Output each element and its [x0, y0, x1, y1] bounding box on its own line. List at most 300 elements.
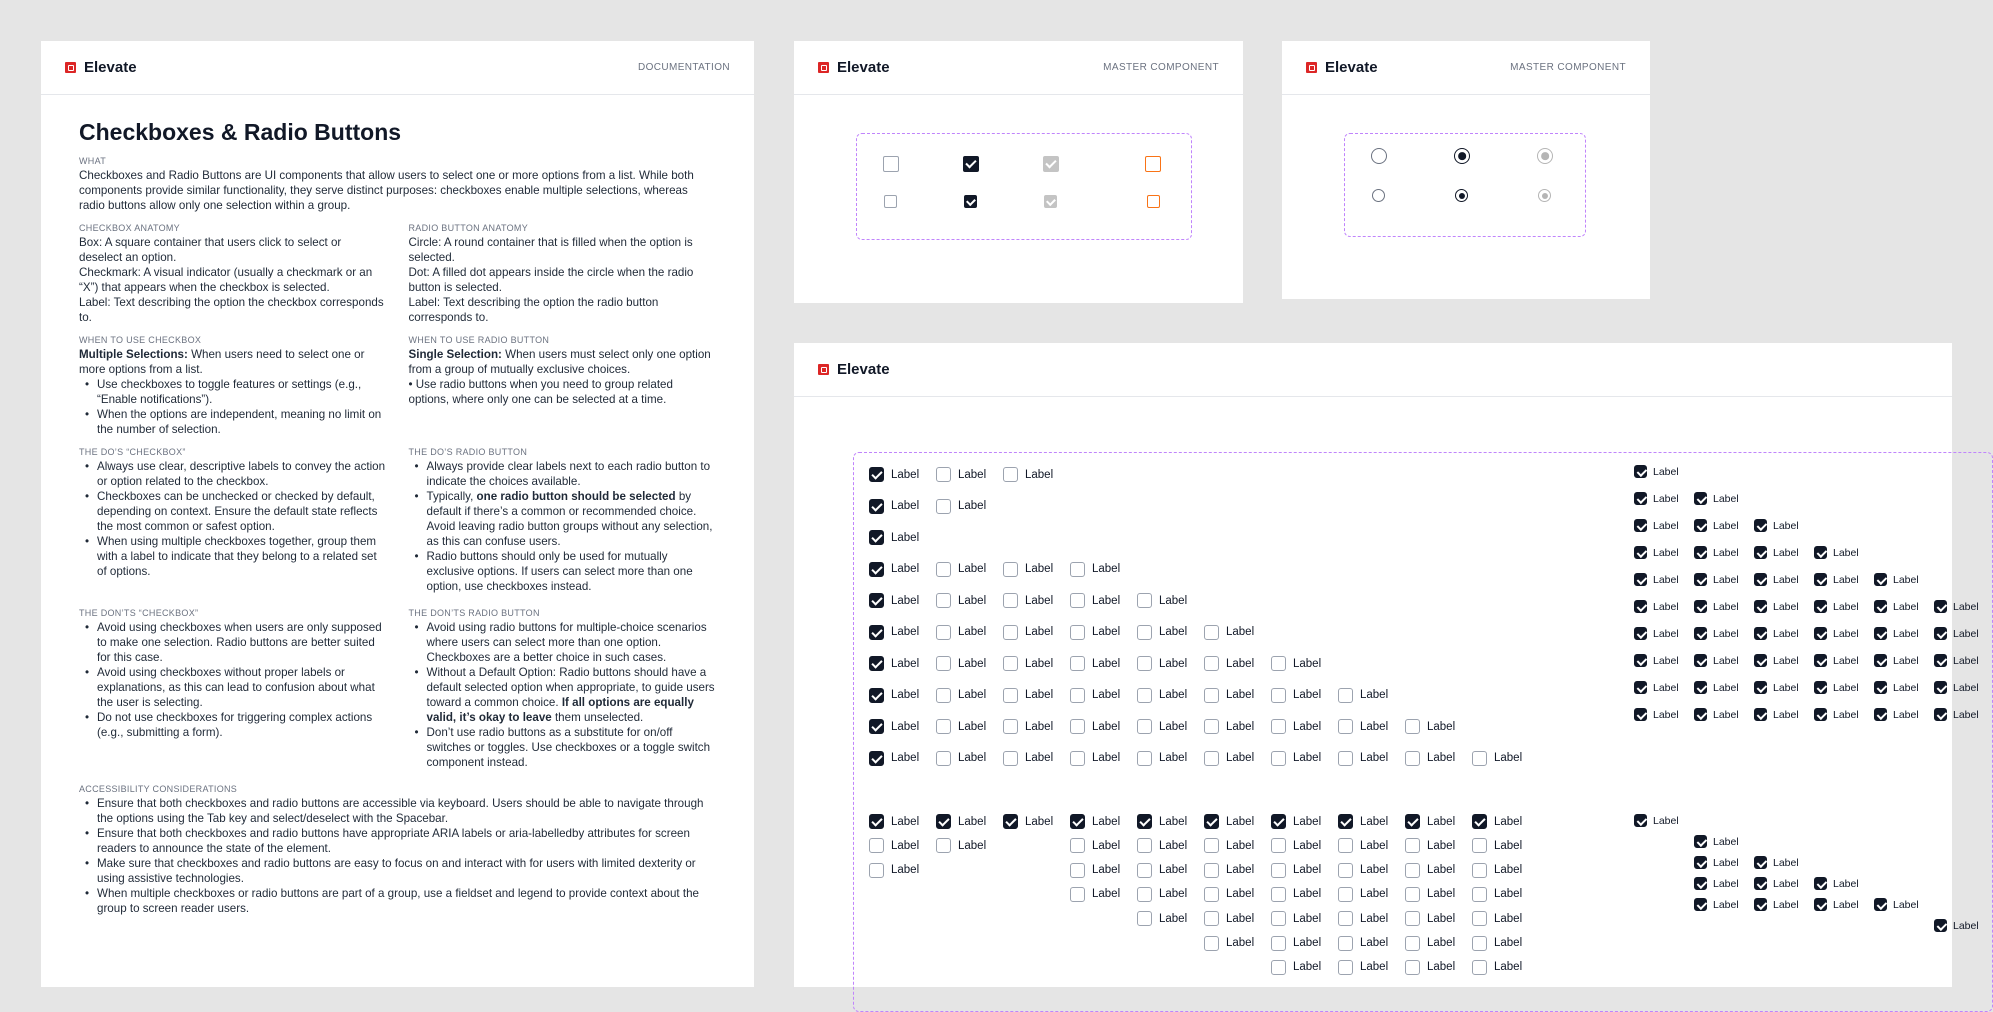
checkbox-item[interactable]: [1694, 573, 1739, 586]
checkbox-unchecked[interactable]: [1271, 838, 1286, 853]
checkbox-item[interactable]: [936, 719, 986, 734]
checkbox-unchecked[interactable]: [1271, 863, 1286, 878]
checkbox-unchecked[interactable]: [1070, 656, 1085, 671]
checkbox-item[interactable]: [1472, 838, 1522, 853]
checkbox-checked[interactable]: [869, 625, 884, 640]
checkbox-checked[interactable]: [1754, 600, 1767, 613]
checkbox-item[interactable]: [1934, 600, 1979, 613]
checkbox-unchecked[interactable]: [1338, 719, 1353, 734]
checkbox-checked[interactable]: [1694, 708, 1707, 721]
checkbox-unchecked[interactable]: [1137, 593, 1152, 608]
checkbox-unchecked[interactable]: [1204, 911, 1219, 926]
checkbox-item[interactable]: [1754, 681, 1799, 694]
checkbox-checked[interactable]: [1754, 708, 1767, 721]
checkbox-item[interactable]: [1405, 838, 1455, 853]
checkbox-unchecked[interactable]: [1204, 688, 1219, 703]
checkbox-item[interactable]: [1694, 546, 1739, 559]
checkbox-unchecked[interactable]: [1204, 838, 1219, 853]
checkbox-item[interactable]: [1694, 627, 1739, 640]
checkbox-unchecked[interactable]: [1472, 838, 1487, 853]
checkbox-unchecked[interactable]: [1070, 838, 1085, 853]
checkbox-item[interactable]: [1137, 838, 1187, 853]
checkbox-item[interactable]: [1204, 719, 1254, 734]
radio-unchecked[interactable]: [1371, 148, 1387, 164]
checkbox-checked[interactable]: [1694, 627, 1707, 640]
checkbox-checked[interactable]: [1874, 898, 1887, 911]
checkbox-unchecked[interactable]: [1003, 688, 1018, 703]
checkbox-unchecked[interactable]: [1137, 625, 1152, 640]
checkbox-checked[interactable]: [1204, 814, 1219, 829]
checkbox-item[interactable]: [1694, 492, 1739, 505]
checkbox-item[interactable]: [869, 499, 919, 514]
checkbox-unchecked[interactable]: [1003, 562, 1018, 577]
checkbox-item[interactable]: [1634, 600, 1679, 613]
checkbox-item[interactable]: [1003, 751, 1053, 766]
checkbox-checked[interactable]: [936, 814, 951, 829]
checkbox-item[interactable]: [1694, 877, 1739, 890]
checkbox-item[interactable]: [1003, 593, 1053, 608]
checkbox-checked[interactable]: [1874, 627, 1887, 640]
checkbox-checked[interactable]: [1634, 546, 1647, 559]
checkbox-item[interactable]: [1070, 562, 1120, 577]
checkbox-item[interactable]: [1338, 911, 1388, 926]
checkbox-error[interactable]: [1145, 156, 1161, 172]
checkbox-item[interactable]: [1874, 600, 1919, 613]
checkbox-item[interactable]: [1814, 681, 1859, 694]
checkbox-item[interactable]: [1934, 919, 1979, 932]
checkbox-item[interactable]: [1271, 814, 1321, 829]
checkbox-unchecked[interactable]: [1405, 887, 1420, 902]
checkbox-item[interactable]: [1472, 911, 1522, 926]
checkbox-unchecked[interactable]: [1003, 751, 1018, 766]
checkbox-item[interactable]: [1814, 627, 1859, 640]
checkbox-item[interactable]: [1754, 627, 1799, 640]
checkbox-unchecked[interactable]: [1405, 960, 1420, 975]
checkbox-item[interactable]: [1271, 688, 1321, 703]
checkbox-unchecked[interactable]: [1003, 719, 1018, 734]
checkbox-item[interactable]: [1137, 656, 1187, 671]
checkbox-item[interactable]: [1271, 838, 1321, 853]
checkbox-item[interactable]: [1694, 654, 1739, 667]
checkbox-item[interactable]: [1070, 751, 1120, 766]
checkbox-item[interactable]: [1070, 838, 1120, 853]
checkbox-unchecked[interactable]: [869, 863, 884, 878]
checkbox-unchecked[interactable]: [1137, 656, 1152, 671]
checkbox-item[interactable]: [1472, 887, 1522, 902]
checkbox-item[interactable]: [1634, 708, 1679, 721]
checkbox-checked[interactable]: [1271, 814, 1286, 829]
checkbox-unchecked[interactable]: [1472, 751, 1487, 766]
checkbox-unchecked[interactable]: [1271, 688, 1286, 703]
checkbox-checked[interactable]: [1754, 546, 1767, 559]
checkbox-item[interactable]: [1472, 751, 1522, 766]
checkbox-item[interactable]: [1003, 719, 1053, 734]
checkbox-item[interactable]: [1137, 911, 1187, 926]
checkbox-unchecked[interactable]: [1271, 911, 1286, 926]
checkbox-item[interactable]: [936, 625, 986, 640]
checkbox-checked[interactable]: [1814, 708, 1827, 721]
checkbox-item[interactable]: [1204, 625, 1254, 640]
checkbox-item[interactable]: [1338, 838, 1388, 853]
checkbox-unchecked[interactable]: [936, 751, 951, 766]
checkbox-item[interactable]: [1204, 911, 1254, 926]
checkbox-checked[interactable]: [1814, 573, 1827, 586]
checkbox-checked[interactable]: [1634, 600, 1647, 613]
checkbox-item[interactable]: [1338, 719, 1388, 734]
checkbox-checked[interactable]: [1634, 465, 1647, 478]
checkbox-checked[interactable]: [1754, 681, 1767, 694]
checkbox-item[interactable]: [1634, 814, 1679, 827]
checkbox-item[interactable]: [1271, 863, 1321, 878]
checkbox-checked[interactable]: [1694, 546, 1707, 559]
checkbox-item[interactable]: [1754, 708, 1799, 721]
checkbox-checked[interactable]: [869, 467, 884, 482]
checkbox-unchecked[interactable]: [1405, 838, 1420, 853]
checkbox-unchecked[interactable]: [1070, 562, 1085, 577]
checkbox-item[interactable]: [869, 863, 919, 878]
checkbox-unchecked[interactable]: [1338, 751, 1353, 766]
checkbox-unchecked[interactable]: [1003, 467, 1018, 482]
checkbox-item[interactable]: [1137, 887, 1187, 902]
radio-checked-small[interactable]: [1455, 189, 1468, 202]
checkbox-item[interactable]: [1754, 573, 1799, 586]
checkbox-checked[interactable]: [1634, 708, 1647, 721]
checkbox-unchecked[interactable]: [1003, 593, 1018, 608]
checkbox-checked[interactable]: [1934, 654, 1947, 667]
checkbox-unchecked[interactable]: [1137, 911, 1152, 926]
checkbox-unchecked[interactable]: [1338, 936, 1353, 951]
checkbox-checked[interactable]: [1934, 681, 1947, 694]
checkbox-item[interactable]: [1405, 863, 1455, 878]
checkbox-checked[interactable]: [1694, 856, 1707, 869]
checkbox-item[interactable]: [936, 467, 986, 482]
checkbox-unchecked[interactable]: [1405, 911, 1420, 926]
checkbox-checked[interactable]: [1338, 814, 1353, 829]
checkbox-item[interactable]: [1271, 656, 1321, 671]
checkbox-unchecked[interactable]: [936, 688, 951, 703]
checkbox-item[interactable]: [1634, 546, 1679, 559]
checkbox-unchecked[interactable]: [1472, 887, 1487, 902]
checkbox-item[interactable]: [869, 751, 919, 766]
checkbox-checked[interactable]: [1934, 708, 1947, 721]
checkbox-item[interactable]: [1338, 814, 1388, 829]
checkbox-unchecked[interactable]: [1405, 936, 1420, 951]
checkbox-item[interactable]: [1137, 593, 1187, 608]
checkbox-checked[interactable]: [1694, 573, 1707, 586]
checkbox-item[interactable]: [869, 688, 919, 703]
checkbox-item[interactable]: [1405, 911, 1455, 926]
checkbox-checked[interactable]: [1405, 814, 1420, 829]
checkbox-item[interactable]: [1934, 681, 1979, 694]
checkbox-item[interactable]: [1204, 814, 1254, 829]
checkbox-item[interactable]: [1070, 863, 1120, 878]
checkbox-item[interactable]: [1271, 887, 1321, 902]
checkbox-item[interactable]: [1204, 863, 1254, 878]
checkbox-unchecked[interactable]: [1204, 625, 1219, 640]
checkbox-unchecked[interactable]: [936, 719, 951, 734]
checkbox-unchecked[interactable]: [1405, 719, 1420, 734]
checkbox-item[interactable]: [1070, 719, 1120, 734]
checkbox-item[interactable]: [1634, 654, 1679, 667]
checkbox-unchecked[interactable]: [936, 562, 951, 577]
checkbox-item[interactable]: [1874, 681, 1919, 694]
checkbox-item[interactable]: [1814, 877, 1859, 890]
checkbox-unchecked[interactable]: [1271, 719, 1286, 734]
checkbox-unchecked[interactable]: [1472, 863, 1487, 878]
checkbox-item[interactable]: [1934, 627, 1979, 640]
checkbox-unchecked[interactable]: [936, 625, 951, 640]
checkbox-item[interactable]: [869, 562, 919, 577]
checkbox-unchecked[interactable]: [1271, 751, 1286, 766]
checkbox-checked[interactable]: [1874, 708, 1887, 721]
checkbox-item[interactable]: [1405, 719, 1455, 734]
checkbox-item[interactable]: [1338, 863, 1388, 878]
checkbox-item[interactable]: [1634, 573, 1679, 586]
checkbox-item[interactable]: [1405, 887, 1455, 902]
checkbox-checked[interactable]: [1754, 856, 1767, 869]
checkbox-checked[interactable]: [869, 562, 884, 577]
checkbox-item[interactable]: [1137, 814, 1187, 829]
checkbox-unchecked[interactable]: [936, 499, 951, 514]
checkbox-checked[interactable]: [1874, 654, 1887, 667]
checkbox-item[interactable]: [1338, 887, 1388, 902]
checkbox-checked[interactable]: [1754, 573, 1767, 586]
checkbox-item[interactable]: [869, 593, 919, 608]
checkbox-item[interactable]: [1694, 519, 1739, 532]
checkbox-item[interactable]: [936, 838, 986, 853]
checkbox-checked[interactable]: [1694, 654, 1707, 667]
checkbox-checked-small[interactable]: [964, 195, 977, 208]
checkbox-item[interactable]: [1814, 546, 1859, 559]
checkbox-checked[interactable]: [1003, 814, 1018, 829]
checkbox-unchecked[interactable]: [1137, 688, 1152, 703]
checkbox-item[interactable]: [1694, 600, 1739, 613]
checkbox-item[interactable]: [1754, 654, 1799, 667]
checkbox-item[interactable]: [869, 530, 919, 545]
checkbox-unchecked-small[interactable]: [884, 195, 897, 208]
checkbox-item[interactable]: [1070, 887, 1120, 902]
checkbox-unchecked[interactable]: [1204, 719, 1219, 734]
checkbox-item[interactable]: [1472, 960, 1522, 975]
checkbox-unchecked[interactable]: [1070, 751, 1085, 766]
checkbox-item[interactable]: [1070, 625, 1120, 640]
checkbox-item[interactable]: [869, 814, 919, 829]
checkbox-unchecked[interactable]: [1070, 593, 1085, 608]
checkbox-checked[interactable]: [1070, 814, 1085, 829]
checkbox-item[interactable]: [1137, 688, 1187, 703]
checkbox-unchecked[interactable]: [1338, 863, 1353, 878]
checkbox-item[interactable]: [1070, 814, 1120, 829]
checkbox-checked[interactable]: [1634, 492, 1647, 505]
checkbox-unchecked[interactable]: [1271, 960, 1286, 975]
checkbox-item[interactable]: [1137, 863, 1187, 878]
checkbox-checked[interactable]: [1634, 654, 1647, 667]
checkbox-error-small[interactable]: [1147, 195, 1160, 208]
checkbox-unchecked[interactable]: [1137, 863, 1152, 878]
checkbox-item[interactable]: [1003, 656, 1053, 671]
checkbox-item[interactable]: [936, 751, 986, 766]
checkbox-checked[interactable]: [1874, 681, 1887, 694]
checkbox-unchecked[interactable]: [1204, 936, 1219, 951]
checkbox-unchecked[interactable]: [1003, 625, 1018, 640]
checkbox-checked[interactable]: [869, 719, 884, 734]
checkbox-item[interactable]: [1874, 627, 1919, 640]
checkbox-checked[interactable]: [1634, 814, 1647, 827]
checkbox-item[interactable]: [1338, 960, 1388, 975]
checkbox-item[interactable]: [1694, 708, 1739, 721]
checkbox-item[interactable]: [1874, 898, 1919, 911]
checkbox-item[interactable]: [1204, 656, 1254, 671]
checkbox-unchecked[interactable]: [883, 156, 899, 172]
checkbox-item[interactable]: [1405, 814, 1455, 829]
checkbox-item[interactable]: [1634, 627, 1679, 640]
checkbox-item[interactable]: [936, 562, 986, 577]
checkbox-checked[interactable]: [869, 593, 884, 608]
checkbox-checked[interactable]: [1634, 519, 1647, 532]
checkbox-unchecked[interactable]: [1003, 656, 1018, 671]
checkbox-unchecked[interactable]: [1472, 960, 1487, 975]
checkbox-item[interactable]: [1472, 814, 1522, 829]
checkbox-unchecked[interactable]: [1070, 688, 1085, 703]
checkbox-item[interactable]: [1271, 911, 1321, 926]
checkbox-item[interactable]: [1754, 898, 1799, 911]
checkbox-checked[interactable]: [1694, 492, 1707, 505]
checkbox-item[interactable]: [936, 656, 986, 671]
checkbox-checked[interactable]: [1472, 814, 1487, 829]
checkbox-unchecked[interactable]: [1070, 719, 1085, 734]
checkbox-item[interactable]: [1204, 688, 1254, 703]
checkbox-item[interactable]: [1070, 593, 1120, 608]
checkbox-item[interactable]: [1754, 519, 1799, 532]
checkbox-unchecked[interactable]: [936, 593, 951, 608]
checkbox-checked[interactable]: [1874, 600, 1887, 613]
checkbox-item[interactable]: [1694, 898, 1739, 911]
checkbox-unchecked[interactable]: [1472, 911, 1487, 926]
checkbox-item[interactable]: [936, 814, 986, 829]
checkbox-item[interactable]: [1874, 708, 1919, 721]
checkbox-checked[interactable]: [1694, 681, 1707, 694]
checkbox-item[interactable]: [869, 838, 919, 853]
checkbox-item[interactable]: [936, 593, 986, 608]
checkbox-item[interactable]: [1754, 856, 1799, 869]
checkbox-unchecked[interactable]: [1472, 936, 1487, 951]
checkbox-unchecked[interactable]: [1204, 863, 1219, 878]
checkbox-item[interactable]: [936, 688, 986, 703]
checkbox-unchecked[interactable]: [1204, 887, 1219, 902]
checkbox-item[interactable]: [1814, 573, 1859, 586]
checkbox-item[interactable]: [869, 625, 919, 640]
checkbox-unchecked[interactable]: [936, 467, 951, 482]
checkbox-item[interactable]: [1814, 898, 1859, 911]
checkbox-checked[interactable]: [963, 156, 979, 172]
checkbox-item[interactable]: [1204, 887, 1254, 902]
checkbox-item[interactable]: [1003, 562, 1053, 577]
checkbox-item[interactable]: [1338, 936, 1388, 951]
checkbox-unchecked[interactable]: [1204, 656, 1219, 671]
checkbox-item[interactable]: [1204, 751, 1254, 766]
radio-unchecked-small[interactable]: [1372, 189, 1385, 202]
checkbox-item[interactable]: [1137, 719, 1187, 734]
checkbox-checked[interactable]: [1694, 877, 1707, 890]
checkbox-item[interactable]: [1634, 465, 1679, 478]
checkbox-unchecked[interactable]: [1338, 838, 1353, 853]
checkbox-checked[interactable]: [1694, 835, 1707, 848]
checkbox-unchecked[interactable]: [1070, 625, 1085, 640]
checkbox-checked[interactable]: [1694, 600, 1707, 613]
checkbox-unchecked[interactable]: [1271, 887, 1286, 902]
checkbox-checked[interactable]: [1814, 600, 1827, 613]
checkbox-item[interactable]: [1204, 936, 1254, 951]
checkbox-item[interactable]: [1934, 708, 1979, 721]
checkbox-item[interactable]: [1472, 863, 1522, 878]
checkbox-item[interactable]: [1634, 519, 1679, 532]
checkbox-unchecked[interactable]: [1070, 863, 1085, 878]
radio-checked[interactable]: [1454, 148, 1470, 164]
checkbox-item[interactable]: [1137, 625, 1187, 640]
checkbox-checked[interactable]: [1814, 546, 1827, 559]
checkbox-checked[interactable]: [1634, 681, 1647, 694]
checkbox-checked[interactable]: [1137, 814, 1152, 829]
checkbox-item[interactable]: [1338, 751, 1388, 766]
checkbox-item[interactable]: [1003, 625, 1053, 640]
checkbox-checked[interactable]: [1934, 627, 1947, 640]
checkbox-item[interactable]: [1137, 751, 1187, 766]
checkbox-checked[interactable]: [869, 656, 884, 671]
checkbox-item[interactable]: [1754, 600, 1799, 613]
checkbox-checked[interactable]: [1634, 573, 1647, 586]
checkbox-checked[interactable]: [1934, 919, 1947, 932]
checkbox-item[interactable]: [1405, 936, 1455, 951]
checkbox-checked[interactable]: [1754, 654, 1767, 667]
checkbox-item[interactable]: [1934, 654, 1979, 667]
checkbox-unchecked[interactable]: [1405, 751, 1420, 766]
checkbox-item[interactable]: [869, 467, 919, 482]
checkbox-item[interactable]: [1754, 546, 1799, 559]
checkbox-unchecked[interactable]: [1137, 719, 1152, 734]
checkbox-item[interactable]: [1405, 960, 1455, 975]
checkbox-item[interactable]: [1003, 467, 1053, 482]
checkbox-checked[interactable]: [1694, 519, 1707, 532]
checkbox-item[interactable]: [1814, 654, 1859, 667]
checkbox-item[interactable]: [1634, 492, 1679, 505]
checkbox-unchecked[interactable]: [1137, 887, 1152, 902]
checkbox-item[interactable]: [1634, 681, 1679, 694]
checkbox-checked[interactable]: [1754, 519, 1767, 532]
checkbox-item[interactable]: [1204, 838, 1254, 853]
checkbox-checked[interactable]: [869, 499, 884, 514]
checkbox-checked[interactable]: [1814, 627, 1827, 640]
checkbox-checked[interactable]: [1754, 877, 1767, 890]
checkbox-checked[interactable]: [1814, 898, 1827, 911]
checkbox-checked[interactable]: [1694, 898, 1707, 911]
checkbox-unchecked[interactable]: [1338, 688, 1353, 703]
checkbox-item[interactable]: [1694, 835, 1739, 848]
checkbox-item[interactable]: [1405, 751, 1455, 766]
checkbox-unchecked[interactable]: [1338, 960, 1353, 975]
checkbox-unchecked[interactable]: [1338, 911, 1353, 926]
checkbox-unchecked[interactable]: [869, 838, 884, 853]
checkbox-item[interactable]: [1070, 656, 1120, 671]
checkbox-item[interactable]: [1338, 688, 1388, 703]
checkbox-item[interactable]: [936, 499, 986, 514]
checkbox-item[interactable]: [1874, 654, 1919, 667]
checkbox-item[interactable]: [1271, 936, 1321, 951]
checkbox-unchecked[interactable]: [936, 656, 951, 671]
checkbox-checked[interactable]: [869, 814, 884, 829]
checkbox-item[interactable]: [1070, 688, 1120, 703]
checkbox-checked[interactable]: [1814, 681, 1827, 694]
checkbox-checked[interactable]: [869, 751, 884, 766]
